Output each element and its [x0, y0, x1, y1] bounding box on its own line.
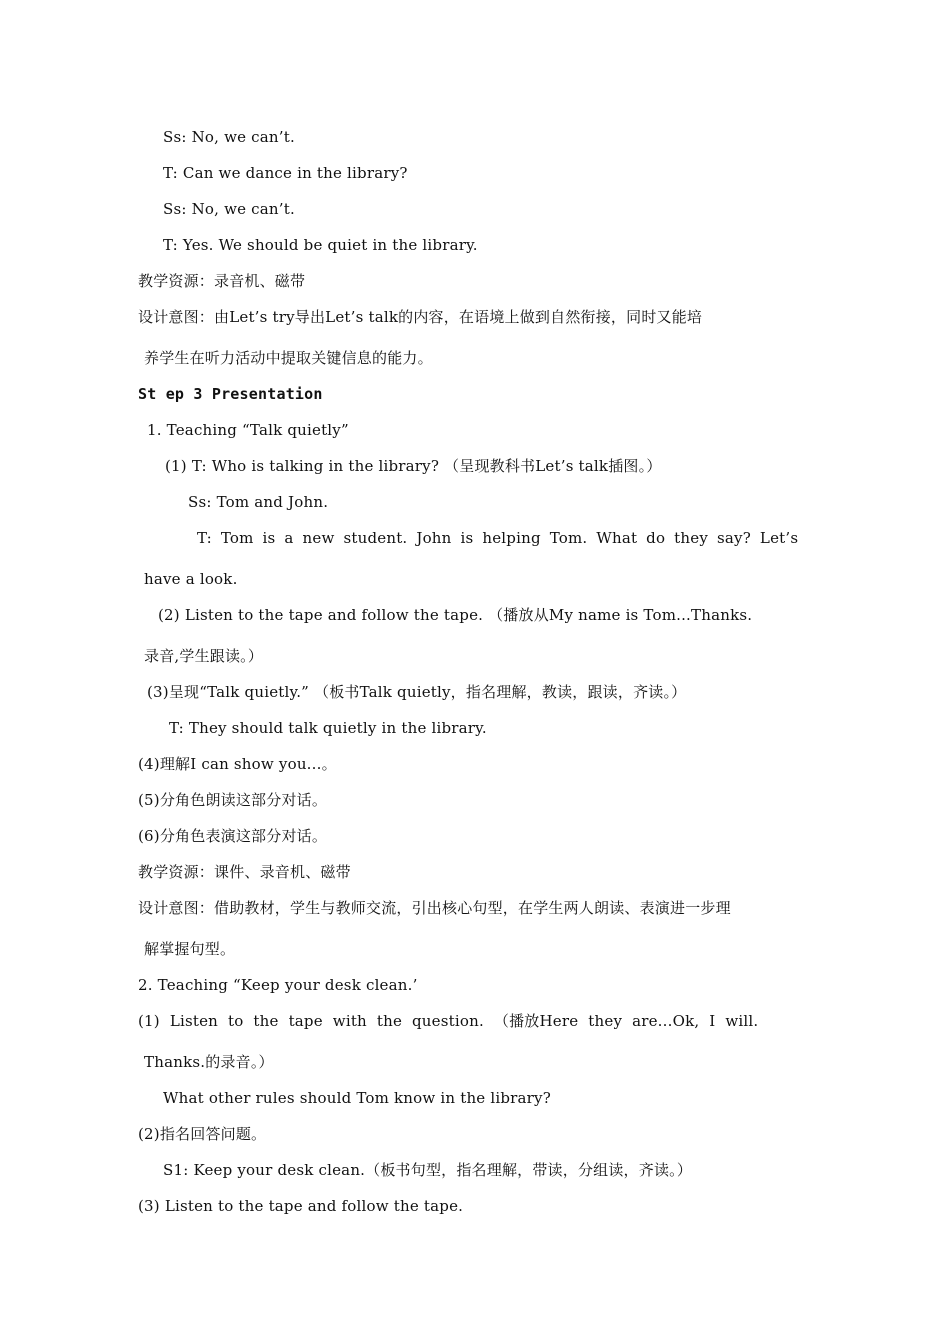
- activity-item: (1) T: Who is talking in the library? （呈现教科书Let’s talk插图。）: [165, 457, 662, 475]
- teaching-resources: 教学资源：录音机、磁带: [138, 272, 306, 290]
- question-line: What other rules should Tom know in the library?: [163, 1089, 551, 1107]
- design-intent-continued: 解掌握句型。: [144, 940, 236, 958]
- section-heading: 1. Teaching “Talk quietly”: [147, 421, 349, 439]
- dialogue-line: Ss: Tom and John.: [188, 493, 329, 511]
- teaching-resources: 教学资源：课件、录音机、磁带: [138, 863, 351, 881]
- activity-item: (6)分角色表演这部分对话。: [138, 827, 328, 845]
- dialogue-line: T: They should talk quietly in the library.: [169, 719, 487, 737]
- dialogue-line: T: Yes. We should be quiet in the library.: [163, 236, 478, 254]
- activity-item-continued: 录音,学生跟读。）: [144, 647, 264, 665]
- dialogue-line: S1: Keep your desk clean.（板书句型，指名理解，带读，分组读，齐读。）: [163, 1161, 693, 1179]
- activity-item: (4)理解I can show you...。: [138, 755, 337, 773]
- dialogue-line: T: Can we dance in the library?: [163, 164, 408, 182]
- activity-item: (5)分角色朗读这部分对话。: [138, 791, 328, 809]
- activity-item: (1) Listen to the tape with the question. （播放Here they are...Ok, I will.: [138, 1012, 759, 1030]
- dialogue-line: T: Tom is a new student. John is helping Tom. What do they say? Let’s: [197, 529, 799, 547]
- section-heading: 2. Teaching “Keep your desk clean.’: [138, 976, 418, 994]
- activity-item: (3) Listen to the tape and follow the tape.: [138, 1197, 464, 1215]
- activity-item: (3)呈现“Talk quietly.” （板书Talk quietly，指名理解，教读，跟读，齐读。）: [147, 683, 687, 701]
- dialogue-line: Ss: No, we can’t.: [163, 128, 295, 146]
- dialogue-line: Ss: No, we can’t.: [163, 200, 295, 218]
- activity-item: (2)指名回答问题。: [138, 1125, 267, 1143]
- design-intent: 设计意图：由Let’s try导出Let’s talk的内容，在语境上做到自然衔接，同时又能培: [138, 308, 703, 326]
- activity-item-continued: Thanks.的录音。）: [144, 1053, 274, 1071]
- activity-item: (2) Listen to the tape and follow the tape. （播放从My name is Tom...Thanks.: [158, 606, 753, 624]
- step-heading: St ep 3 Presentation: [138, 385, 323, 403]
- dialogue-line-continued: have a look.: [144, 570, 238, 588]
- design-intent-continued: 养学生在听力活动中提取关键信息的能力。: [144, 349, 433, 367]
- design-intent: 设计意图：借助教材，学生与教师交流，引出核心句型，在学生两人朗读、表演进一步理: [138, 899, 731, 917]
